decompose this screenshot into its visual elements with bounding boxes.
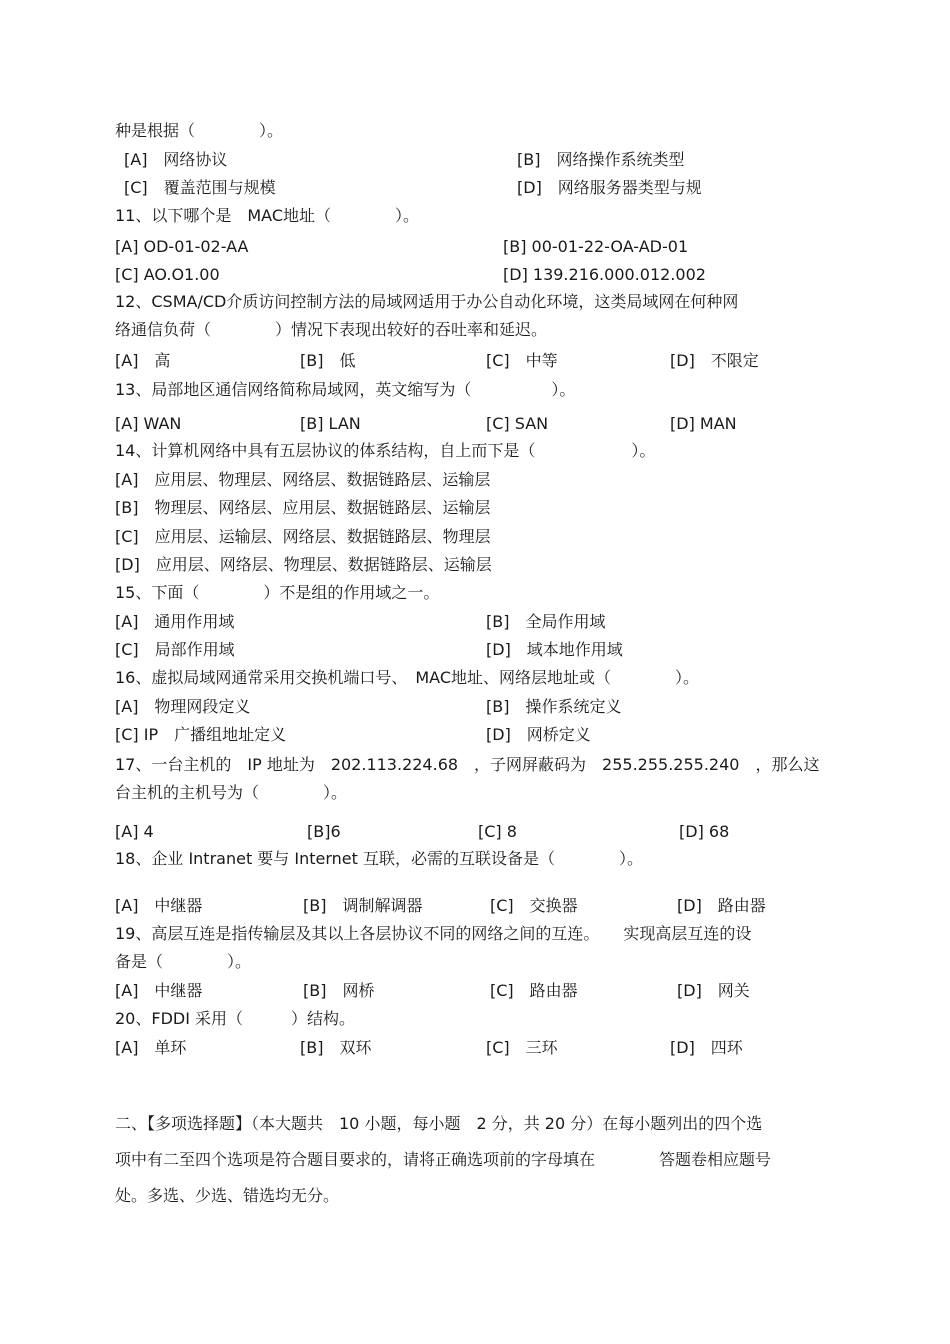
question-13-option-a: [A] WAN: [115, 414, 182, 433]
question-19-option-a: [A] 中继器: [115, 981, 203, 1000]
question-12-option-c: [C] 中等: [486, 351, 558, 370]
question-14-option-b: [B] 物理层、网络层、应用层、数据链路层、运输层: [115, 498, 491, 517]
question-20-option-d: [D] 四环: [670, 1038, 743, 1057]
question-12-option-a: [A] 高: [115, 351, 171, 370]
question-15-option-d: [D] 域本地作用域: [486, 640, 623, 659]
question-17-stem-line1: 17、一台主机的 IP 地址为 202.113.224.68 ，子网屏蔽码为 255.255.255.240 ，那么这: [115, 755, 820, 774]
question-13-option-d: [D] MAN: [670, 414, 737, 433]
question-12-stem-line1: 12、CSMA/CD介质访问控制方法的局域网适用于办公自动化环境，这类局域网在何种网: [115, 292, 739, 311]
question-18-option-a: [A] 中继器: [115, 896, 203, 915]
question-20-option-b: [B] 双环: [300, 1038, 372, 1057]
question-13-option-b: [B] LAN: [300, 414, 361, 433]
question-12-option-d: [D] 不限定: [670, 351, 759, 370]
question-19-stem-line1: 19、高层互连是指传输层及其以上各层协议不同的网络之间的互连。 实现高层互连的设: [115, 924, 752, 943]
question-10-stem-continued: 种是根据（ ）。: [115, 121, 284, 140]
question-20-option-a: [A] 单环: [115, 1038, 187, 1057]
question-13-stem: 13、局部地区通信网络简称局域网，英文缩写为（ ）。: [115, 380, 576, 399]
question-15-stem: 15、下面（ ）不是组的作用域之一。: [115, 583, 440, 602]
question-18-option-c: [C] 交换器: [490, 896, 578, 915]
question-14-option-a: [A] 应用层、物理层、网络层、数据链路层、运输层: [115, 470, 491, 489]
section-2-instructions-line2: 项中有二至四个选项是符合题目要求的，请将正确选项前的字母填在 答题卷相应题号: [115, 1150, 772, 1169]
question-18-option-b: [B] 调制解调器: [303, 896, 423, 915]
question-15-option-b: [B] 全局作用域: [486, 612, 606, 631]
question-14-stem: 14、计算机网络中具有五层协议的体系结构，自上而下是（ ）。: [115, 441, 656, 460]
question-13-option-c: [C] SAN: [486, 414, 549, 433]
question-15-option-c: [C] 局部作用域: [115, 640, 235, 659]
question-18-option-d: [D] 路由器: [677, 896, 766, 915]
question-17-stem-line2: 台主机的主机号为（ ）。: [115, 783, 348, 802]
question-17-option-c: [C] 8: [478, 822, 517, 841]
question-14-option-c: [C] 应用层、运输层、网络层、数据链路层、物理层: [115, 527, 491, 546]
question-14-option-d: [D] 应用层、网络层、物理层、数据链路层、运输层: [115, 555, 492, 574]
question-12-option-b: [B] 低: [300, 351, 356, 370]
question-20-option-c: [C] 三环: [486, 1038, 558, 1057]
question-17-option-b: [B]6: [307, 822, 341, 841]
question-16-option-b: [B] 操作系统定义: [486, 697, 622, 716]
question-15-option-a: [A] 通用作用域: [115, 612, 235, 631]
question-17-option-d: [D] 68: [679, 822, 730, 841]
question-19-stem-line2: 备是（ ）。: [115, 952, 252, 971]
question-11-option-b: [B] 00-01-22-OA-AD-01: [503, 237, 689, 256]
question-20-stem: 20、FDDI 采用（ ）结构。: [115, 1009, 356, 1028]
question-16-stem: 16、虚拟局域网通常采用交换机端口号、 MAC地址、网络层地址或（ ）。: [115, 668, 700, 687]
question-10-option-b: [B] 网络操作系统类型: [517, 150, 685, 169]
question-10-option-a: [A] 网络协议: [124, 150, 228, 169]
question-10-option-d: [D] 网络服务器类型与规: [517, 178, 702, 197]
question-19-option-b: [B] 网桥: [303, 981, 375, 1000]
question-18-stem: 18、企业 Intranet 要与 Internet 互联，必需的互联设备是（ ）。: [115, 849, 644, 868]
section-2-instructions-line1: 二、【多项选择题】（本大题共 10 小题，每小题 2 分，共 20 分）在每小题列出的四个选: [115, 1114, 763, 1133]
question-11-option-a: [A] OD-01-02-AA: [115, 237, 249, 256]
question-17-option-a: [A] 4: [115, 822, 154, 841]
question-10-option-c: [C] 覆盖范围与规模: [124, 178, 276, 197]
question-16-option-c: [C] IP 广播组地址定义: [115, 725, 287, 744]
question-11-option-c: [C] AO.O1.00: [115, 265, 220, 284]
question-11-stem: 11、以下哪个是 MAC地址（ ）。: [115, 206, 420, 225]
section-2-instructions-line3: 处。多选、少选、错选均无分。: [115, 1186, 340, 1205]
question-19-option-c: [C] 路由器: [490, 981, 578, 1000]
question-16-option-a: [A] 物理网段定义: [115, 697, 251, 716]
question-19-option-d: [D] 网关: [677, 981, 750, 1000]
question-11-option-d: [D] 139.216.000.012.002: [503, 265, 706, 284]
question-12-stem-line2: 络通信负荷（ ）情况下表现出较好的吞吐率和延迟。: [115, 320, 548, 339]
question-16-option-d: [D] 网桥定义: [486, 725, 591, 744]
